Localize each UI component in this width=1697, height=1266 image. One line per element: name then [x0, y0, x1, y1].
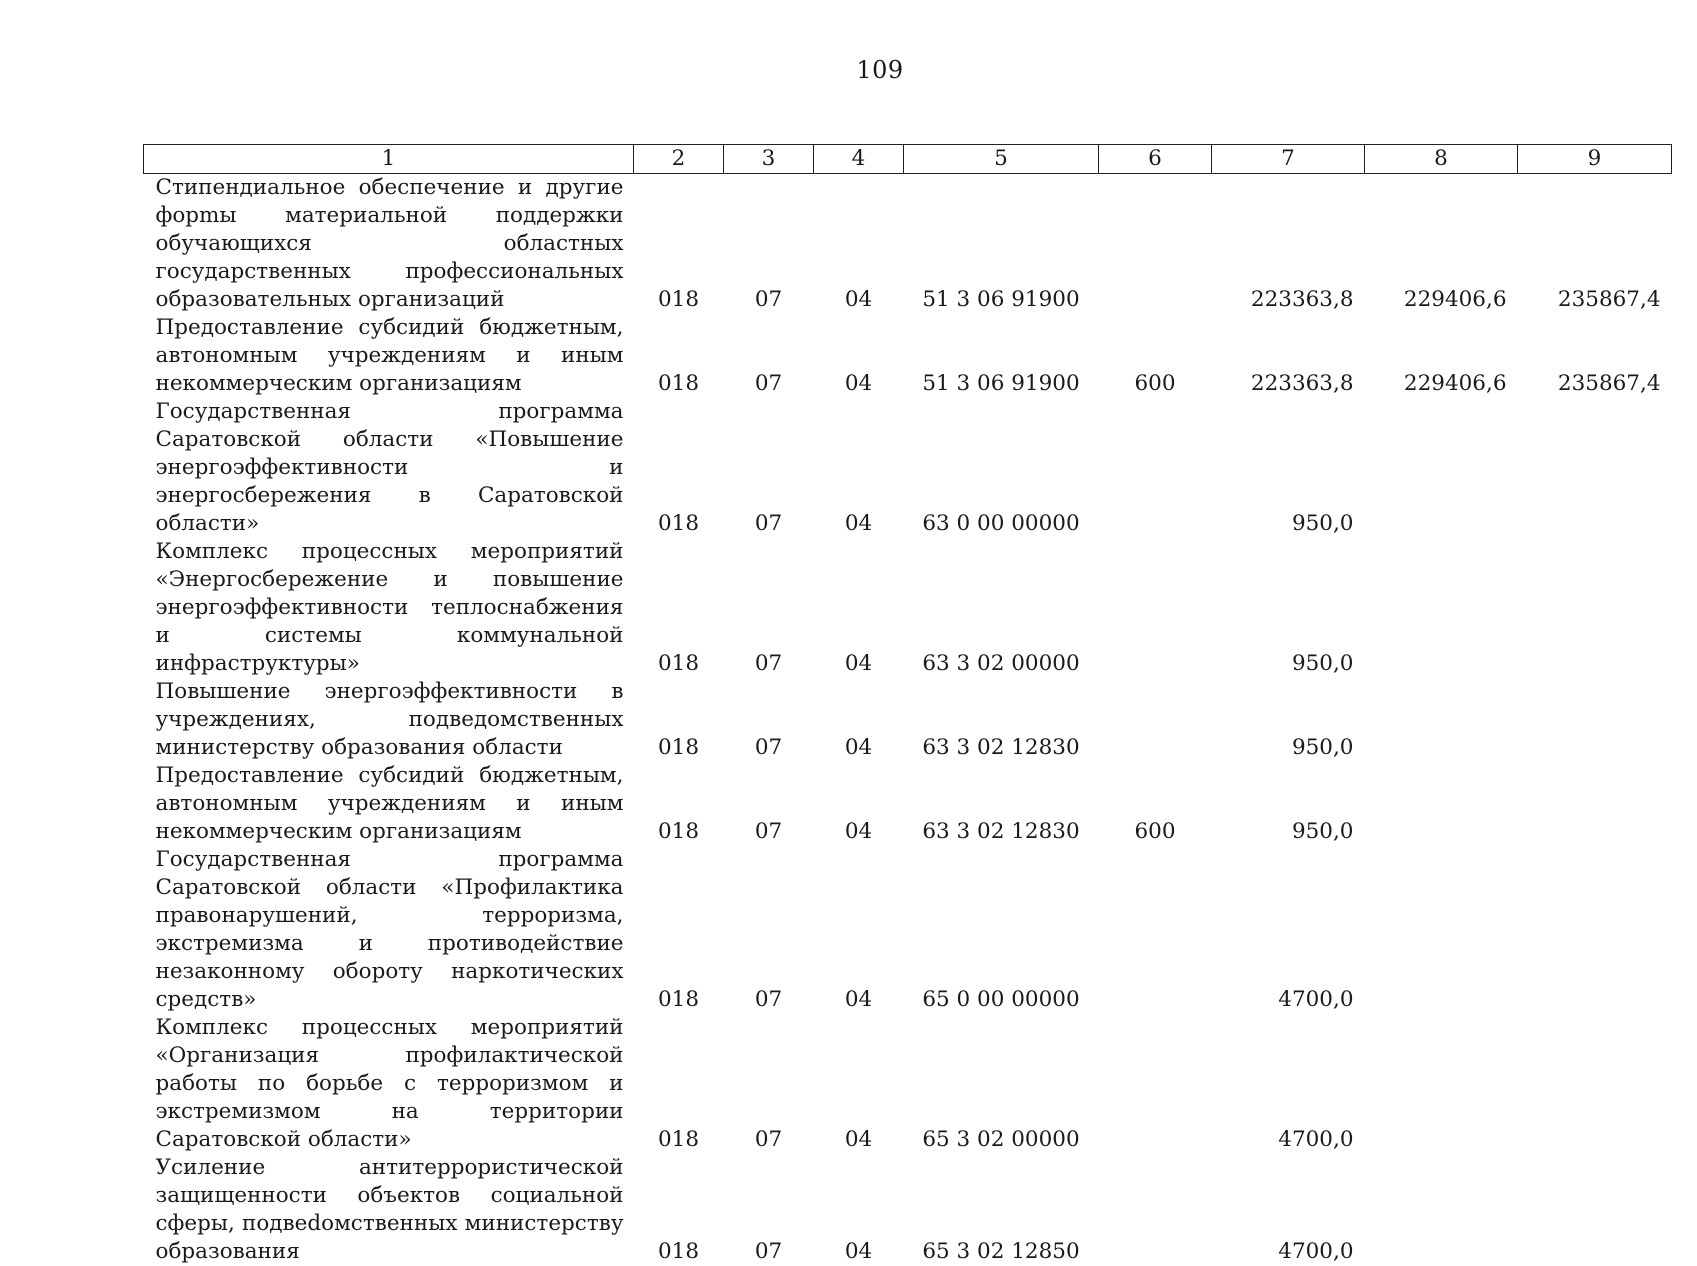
header-row — [144, 145, 1672, 174]
target-item-code: 65 0 00 00000 — [904, 846, 1099, 1014]
amount-col-9: 235867,4 — [1518, 314, 1672, 398]
target-item-code: 65 3 02 12850 — [904, 1154, 1099, 1266]
table-header — [144, 145, 1672, 174]
section-code: 07 — [724, 762, 814, 846]
item-name: Предоставление субсидий бюджетным, автономным учреждениям и иным некоммерческим организациям — [144, 314, 634, 398]
expense-type-code — [1099, 538, 1212, 678]
section-code: 07 — [724, 398, 814, 538]
ministry-code: 018 — [634, 1014, 724, 1154]
amount-col-8: 229406,6 — [1365, 314, 1518, 398]
subsection-code: 04 — [814, 174, 904, 315]
amount-col-7: 950,0 — [1212, 678, 1365, 762]
amount-col-7: 4700,0 — [1212, 1154, 1365, 1266]
header-cell-3: 3 — [724, 145, 814, 174]
amount-col-9 — [1518, 762, 1672, 846]
section-code: 07 — [724, 678, 814, 762]
subsection-code: 04 — [814, 846, 904, 1014]
table-row — [144, 174, 1672, 315]
item-name: Государственная программа Саратовской области «Повышение энергоэффективности и энергосбережения в Саратовской области» — [144, 398, 634, 538]
table-body — [144, 174, 1672, 1266]
target-item-code: 63 0 00 00000 — [904, 398, 1099, 538]
section-code: 07 — [724, 1154, 814, 1266]
amount-col-8 — [1365, 538, 1518, 678]
item-name: Предоставление субсидий бюджетным, автономным учреждениям и иным некоммерческим организациям — [144, 762, 634, 846]
ministry-code: 018 — [634, 762, 724, 846]
expense-type-code: 600 — [1099, 314, 1212, 398]
target-item-code: 63 3 02 12830 — [904, 762, 1099, 846]
amount-col-8 — [1365, 398, 1518, 538]
target-item-code: 63 3 02 12830 — [904, 678, 1099, 762]
amount-col-7: 223363,8 — [1212, 174, 1365, 315]
expense-type-code — [1099, 846, 1212, 1014]
header-cell-9: 9 — [1518, 145, 1672, 174]
section-code: 07 — [724, 1014, 814, 1154]
subsection-code: 04 — [814, 1014, 904, 1154]
expense-type-code: 600 — [1099, 762, 1212, 846]
amount-col-9 — [1518, 678, 1672, 762]
expense-type-code — [1099, 1014, 1212, 1154]
table-row — [144, 398, 1672, 538]
amount-col-7: 950,0 — [1212, 762, 1365, 846]
amount-col-7: 950,0 — [1212, 538, 1365, 678]
amount-col-9 — [1518, 538, 1672, 678]
table-row — [144, 762, 1672, 846]
section-code: 07 — [724, 174, 814, 315]
header-cell-2: 2 — [634, 145, 724, 174]
amount-col-8 — [1365, 678, 1518, 762]
item-name: Повышение энергоэффективности в учреждениях, подведомственных министерству образования области — [144, 678, 634, 762]
expense-type-code — [1099, 678, 1212, 762]
subsection-code: 04 — [814, 538, 904, 678]
amount-col-8 — [1365, 846, 1518, 1014]
header-cell-1: 1 — [144, 145, 634, 174]
amount-col-7: 4700,0 — [1212, 846, 1365, 1014]
ministry-code: 018 — [634, 538, 724, 678]
amount-col-8 — [1365, 1014, 1518, 1154]
budget-table — [143, 144, 1672, 1266]
subsection-code: 04 — [814, 314, 904, 398]
amount-col-7: 950,0 — [1212, 398, 1365, 538]
item-name: Комплекс процессных мероприятий «Энергосбережение и повышение энергоэффективности теплоснабжения и системы коммунальной инфраструктуры» — [144, 538, 634, 678]
table-row — [144, 1154, 1672, 1266]
ministry-code: 018 — [634, 174, 724, 315]
table-row — [144, 678, 1672, 762]
expense-type-code — [1099, 398, 1212, 538]
subsection-code: 04 — [814, 1154, 904, 1266]
header-cell-6: 6 — [1099, 145, 1212, 174]
header-cell-8: 8 — [1365, 145, 1518, 174]
target-item-code: 63 3 02 00000 — [904, 538, 1099, 678]
amount-col-8 — [1365, 762, 1518, 846]
amount-col-9 — [1518, 1014, 1672, 1154]
page-number: 109 — [0, 56, 1697, 84]
target-item-code: 51 3 06 91900 — [904, 174, 1099, 315]
amount-col-7: 223363,8 — [1212, 314, 1365, 398]
amount-col-9: 235867,4 — [1518, 174, 1672, 315]
amount-col-9 — [1518, 398, 1672, 538]
ministry-code: 018 — [634, 678, 724, 762]
ministry-code: 018 — [634, 398, 724, 538]
expense-type-code — [1099, 1154, 1212, 1266]
target-item-code: 51 3 06 91900 — [904, 314, 1099, 398]
ministry-code: 018 — [634, 846, 724, 1014]
table-row — [144, 846, 1672, 1014]
header-cell-5: 5 — [904, 145, 1099, 174]
item-name: Комплекс процессных мероприятий «Организация профилактической работы по борьбе с терроризмом и экстремизмом на территории Саратовской области» — [144, 1014, 634, 1154]
item-name: Усиление антитеррористической защищенности объектов социальной сферы, подвеdомственных министерству образования — [144, 1154, 634, 1266]
ministry-code: 018 — [634, 314, 724, 398]
table-row — [144, 538, 1672, 678]
section-code: 07 — [724, 538, 814, 678]
subsection-code: 04 — [814, 678, 904, 762]
item-name: Стипендиальное обеспечение и другие форmы материальной поддержки обучающихся областных государственных профессиональных образовательных организаций — [144, 174, 634, 315]
amount-col-9 — [1518, 1154, 1672, 1266]
amount-col-8: 229406,6 — [1365, 174, 1518, 315]
amount-col-7: 4700,0 — [1212, 1014, 1365, 1154]
section-code: 07 — [724, 846, 814, 1014]
section-code: 07 — [724, 314, 814, 398]
item-name: Государственная программа Саратовской области «Профилактика правонарушений, терроризма, экстремизма и противодействие незаконному обороту наркотических средств» — [144, 846, 634, 1014]
amount-col-9 — [1518, 846, 1672, 1014]
amount-col-8 — [1365, 1154, 1518, 1266]
expense-type-code — [1099, 174, 1212, 315]
table-row — [144, 314, 1672, 398]
subsection-code: 04 — [814, 762, 904, 846]
table-row — [144, 1014, 1672, 1154]
target-item-code: 65 3 02 00000 — [904, 1014, 1099, 1154]
ministry-code: 018 — [634, 1154, 724, 1266]
subsection-code: 04 — [814, 398, 904, 538]
header-cell-7: 7 — [1212, 145, 1365, 174]
header-cell-4: 4 — [814, 145, 904, 174]
